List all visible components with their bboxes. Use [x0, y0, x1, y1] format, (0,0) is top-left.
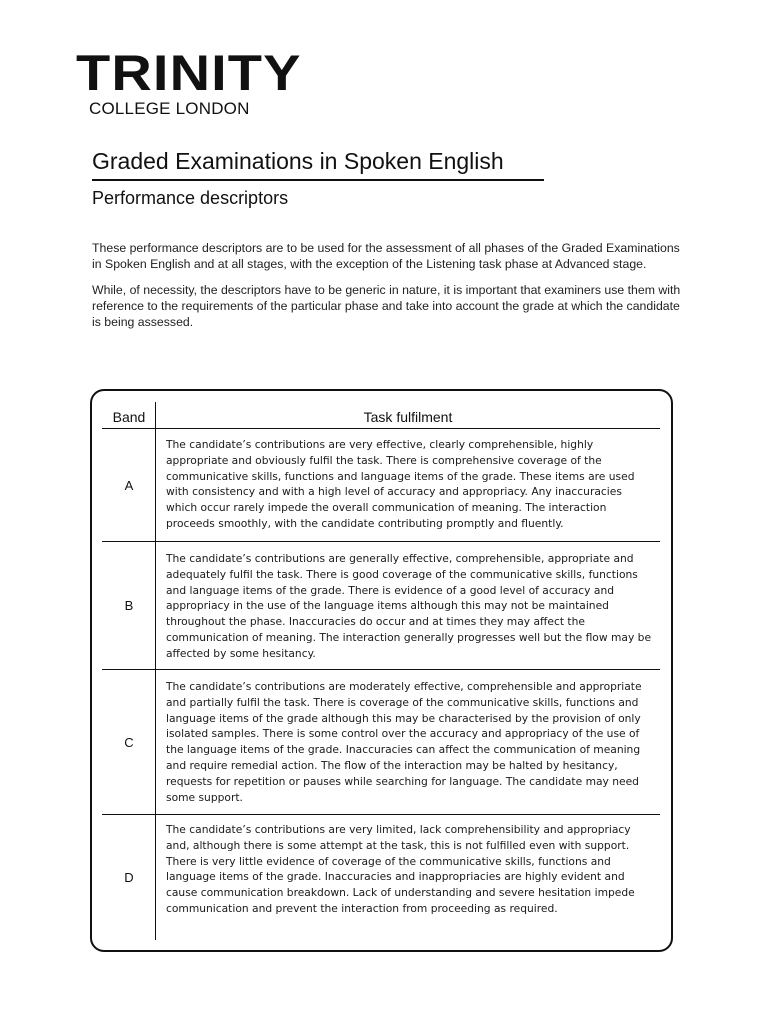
row-divider-bc — [102, 669, 660, 670]
intro-text — [92, 240, 682, 340]
page-subtitle: Performance descriptors — [92, 188, 289, 208]
band-d-description: The candidate’s contributions are very limited, lack comprehensibility and appropriacy and, although there is some attempt at the task, this is not fulfilled even with support. There is very little evidence of coverage of the communicative skills, functions and language items of the grade. Inaccuracies and inappropriacies are highly evident and cause communication breakdown. Lack of understanding and severe hesitation impede communication and prevent the interaction from proceeding as required. — [166, 823, 635, 915]
intro-paragraph-2: While, of necessity, the descriptors have to be generic in nature, it is important that examiners use them with reference to the requirements of the particular phase and take into account the grade at which the candidate is being assessed. — [92, 283, 681, 329]
header-divider — [102, 428, 660, 429]
task-column-header: Task fulfilment — [363, 409, 453, 425]
band-a-label: A — [124, 478, 134, 493]
logo-wordmark: TRINITY — [76, 45, 302, 101]
band-column-header: Band — [112, 409, 146, 425]
band-c-description: The candidate’s contributions are moderately effective, comprehensible and appropriate and partially fulfil the task. There is coverage of the communicative skills, functions and language items of the grade although this may be characterised by the provision of only isolated samples. There is some control over the accuracy and appropriacy of the use of the language items of the grade. Inaccuracies can affect the communication of meaning and require remedial action. The flow of the interaction may be halted by hesitancy, requests for repetition or pauses while searching for language. The candidate may need some support. — [166, 680, 642, 804]
band-c-label: C — [124, 735, 134, 750]
band-b-label: B — [124, 598, 134, 613]
row-divider-ab — [102, 541, 660, 542]
band-d-label: D — [124, 870, 134, 885]
band-a-description: The candidate’s contributions are very effective, clearly comprehensible, highly appropriate and obviously fulfil the task. There is comprehensive coverage of the communicative skills, functions and language items of the grade. These items are used with consistency and with a high level of accuracy and appropriacy. Any inaccuracies which occur rarely impede the overall communication of meaning. The interaction proceeds smoothly, with the candidate contributing promptly and fluently. — [166, 438, 635, 530]
row-divider-cd — [102, 814, 660, 815]
logo-subtitle: COLLEGE LONDON — [89, 99, 250, 118]
trinity-logo — [76, 45, 302, 119]
intro-paragraph-1: These performance descriptors are to be used for the assessment of all phases of the Graded Examinations in Spoken English and at all stages, with the exception of the Listening task phase at Advanced stage. — [92, 241, 680, 271]
band-b-description: The candidate’s contributions are generally effective, comprehensible, appropriate and adequately fulfil the task. There is good coverage of the communicative skills, functions and language items of the grade. There is evidence of a good level of accuracy and appropriacy in the use of the language items although this may not be maintained throughout the phase. Inaccuracies do occur and at times they may affect the communication of meaning. The interaction generally progresses well but the flow may be affected by some hesitancy. — [166, 552, 652, 660]
page-title: Graded Examinations in Spoken English — [92, 148, 544, 181]
